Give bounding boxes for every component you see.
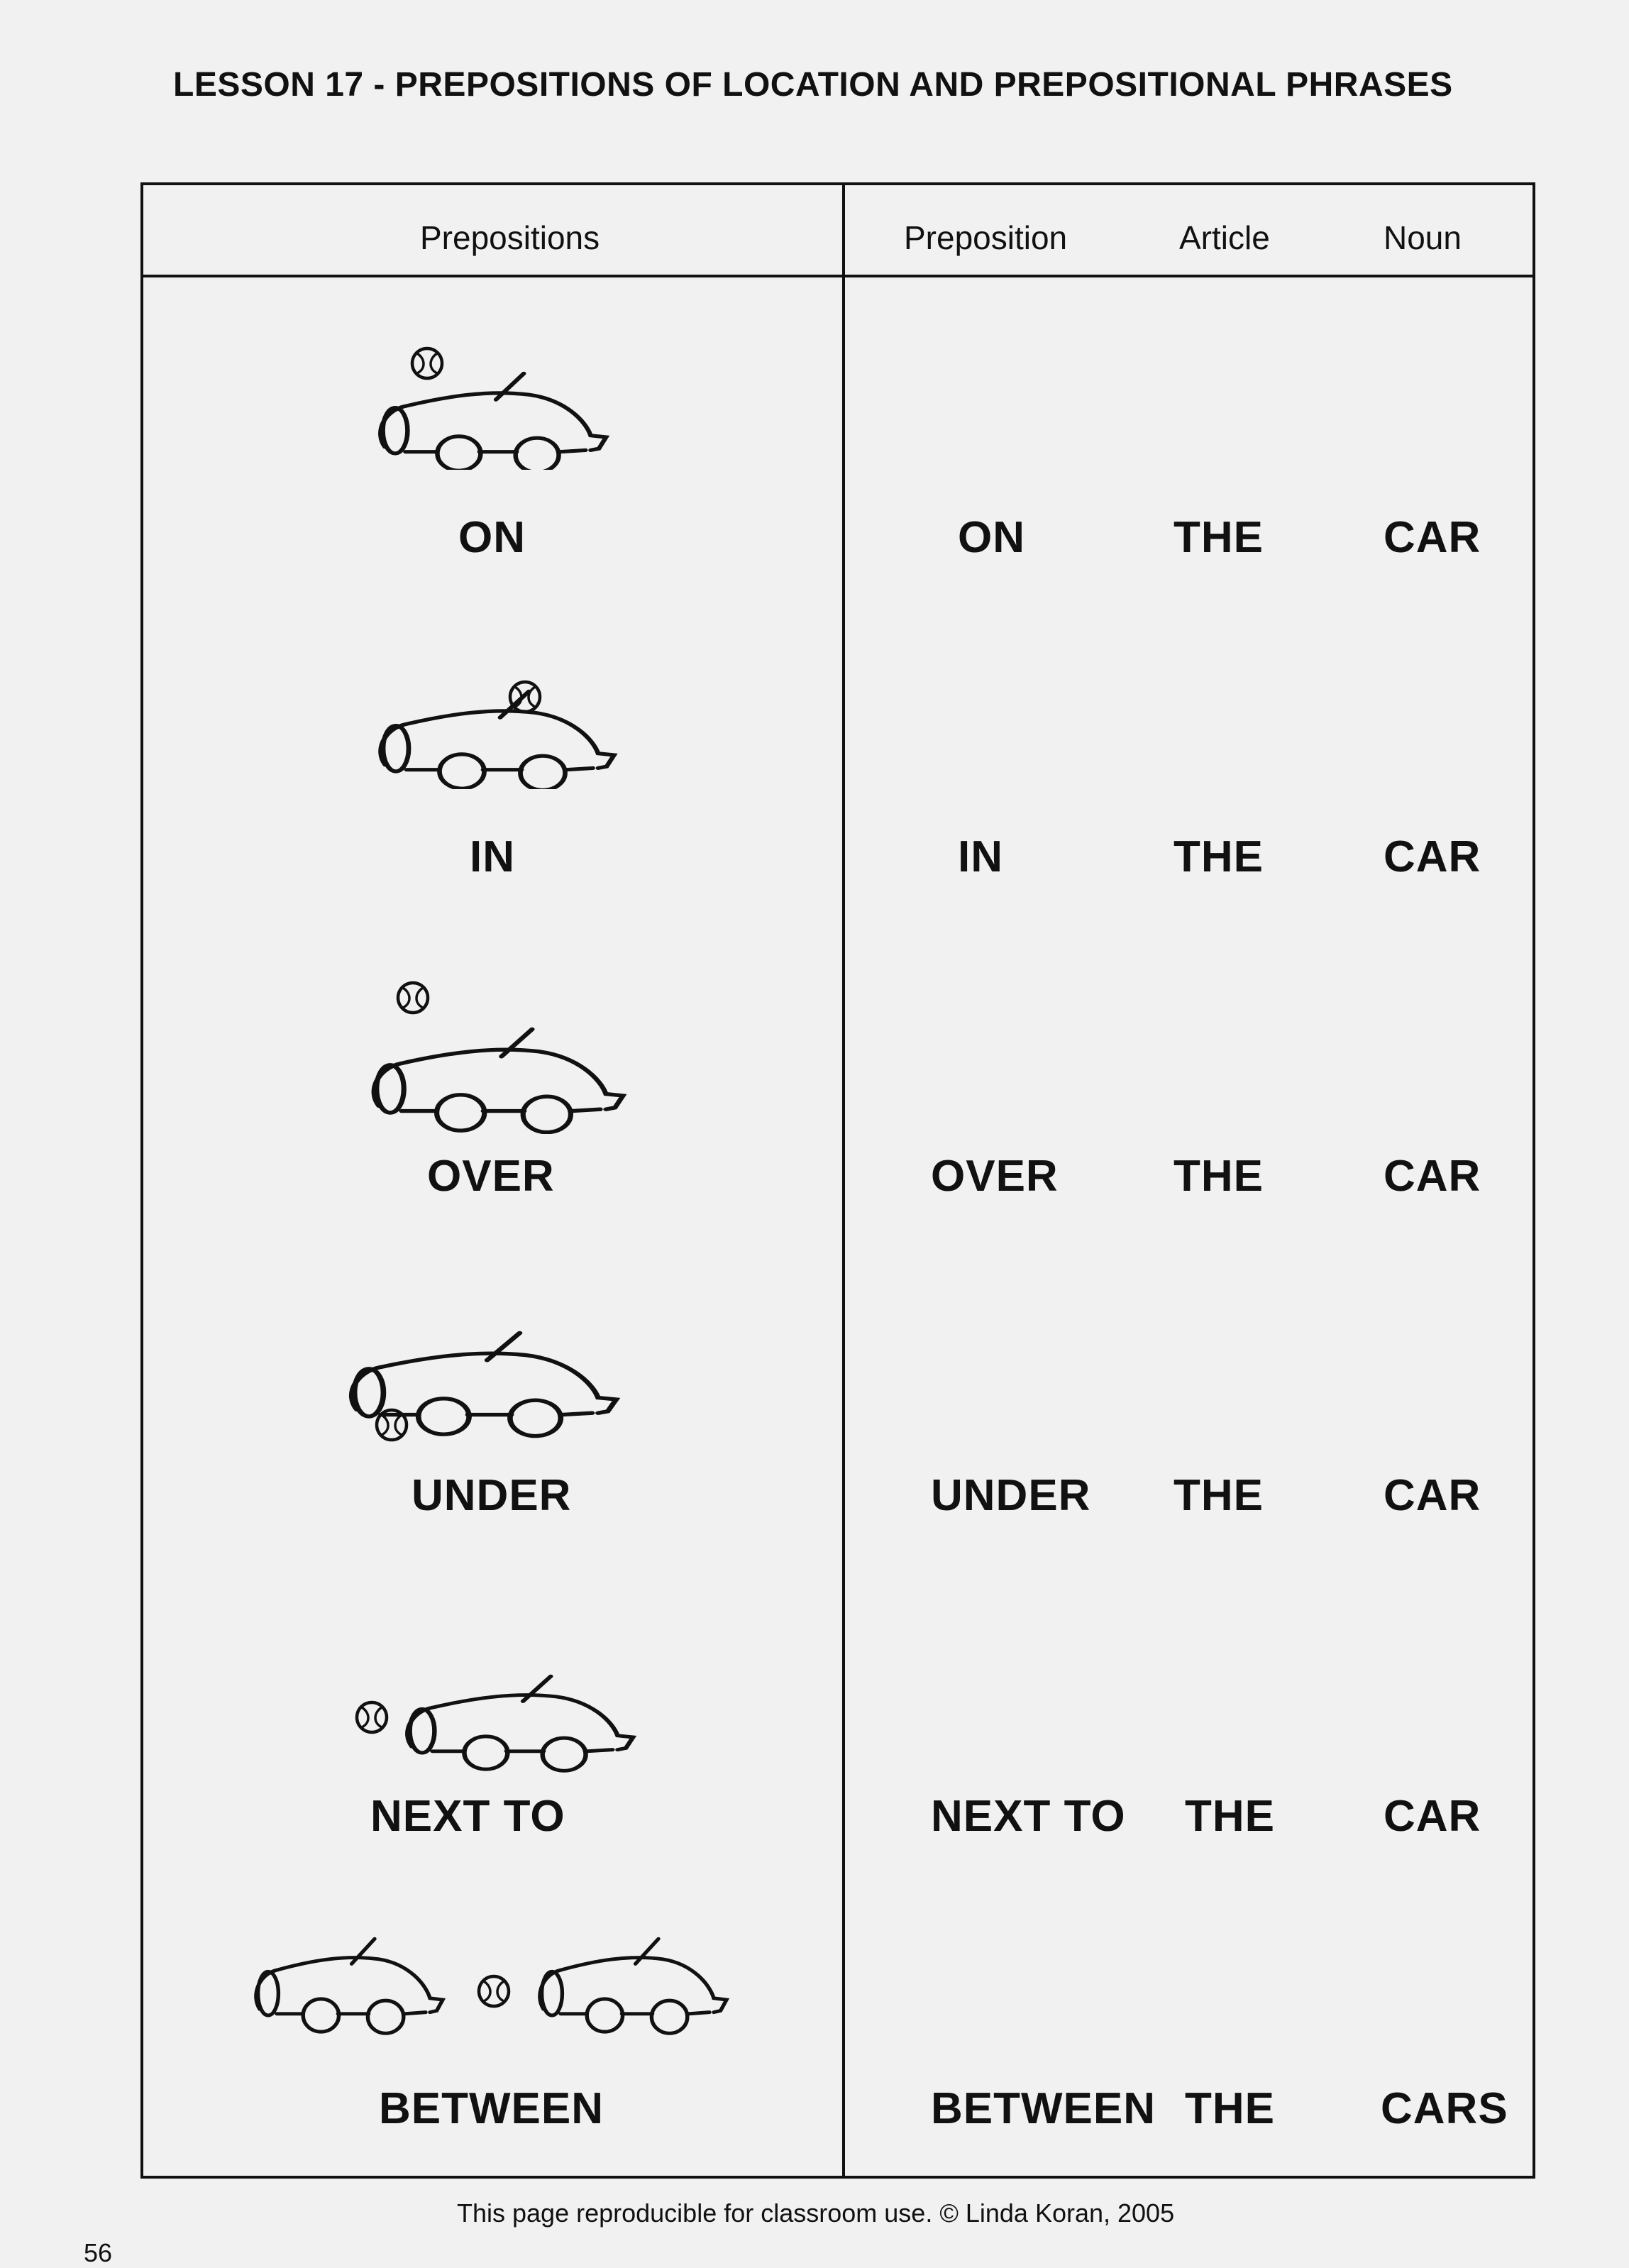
phrase-noun-on: CAR [1384, 513, 1481, 562]
page-title: LESSON 17 - PREPOSITIONS OF LOCATION AND PREPOSITIONAL PHRASES [173, 66, 1453, 104]
header-preposition: Preposition [904, 219, 1068, 256]
phrase-noun-over: CAR [1384, 1152, 1481, 1201]
phrase-noun-under: CAR [1384, 1471, 1481, 1520]
phrase-noun-next-to: CAR [1384, 1792, 1481, 1841]
phrase-prep-under: UNDER [931, 1471, 1091, 1520]
phrase-noun-in: CAR [1384, 832, 1481, 881]
phrase-noun-between: CARS [1381, 2084, 1508, 2133]
footer-note: This page reproducible for classroom use. © Linda Koran, 2005 [457, 2198, 1175, 2228]
prepositions-table [140, 182, 1535, 2179]
phrase-prep-next-to: NEXT TO [931, 1792, 1126, 1841]
header-noun: Noun [1384, 219, 1462, 256]
phrase-article-next-to: THE [1185, 1792, 1275, 1841]
row-label-in: IN [470, 832, 515, 881]
phrase-article-under: THE [1174, 1471, 1264, 1520]
phrase-prep-in: IN [958, 832, 1003, 881]
phrase-article-in: THE [1174, 832, 1264, 881]
ball-in-car-icon [370, 661, 654, 789]
phrase-prep-between: BETWEEN [931, 2084, 1156, 2133]
header-article: Article [1179, 219, 1270, 256]
phrase-article-between: THE [1185, 2084, 1275, 2133]
row-label-between: BETWEEN [379, 2084, 604, 2133]
ball-over-car-icon [363, 978, 661, 1134]
row-label-on: ON [458, 513, 526, 562]
header-prepositions: Prepositions [420, 219, 600, 256]
phrase-prep-on: ON [958, 513, 1025, 562]
column-divider [842, 182, 845, 2179]
row-label-over: OVER [427, 1152, 555, 1201]
phrase-article-on: THE [1174, 513, 1264, 562]
row-label-next-to: NEXT TO [370, 1792, 565, 1841]
page-number: 56 [84, 2238, 113, 2267]
phrase-prep-over: OVER [931, 1152, 1059, 1201]
row-label-under: UNDER [412, 1471, 572, 1520]
ball-on-car-icon [370, 342, 640, 470]
ball-under-car-icon [342, 1317, 640, 1459]
ball-next-to-car-icon [350, 1646, 648, 1774]
phrase-article-over: THE [1174, 1152, 1264, 1201]
header-divider [140, 275, 1535, 277]
ball-between-cars-icon [248, 1908, 731, 2042]
